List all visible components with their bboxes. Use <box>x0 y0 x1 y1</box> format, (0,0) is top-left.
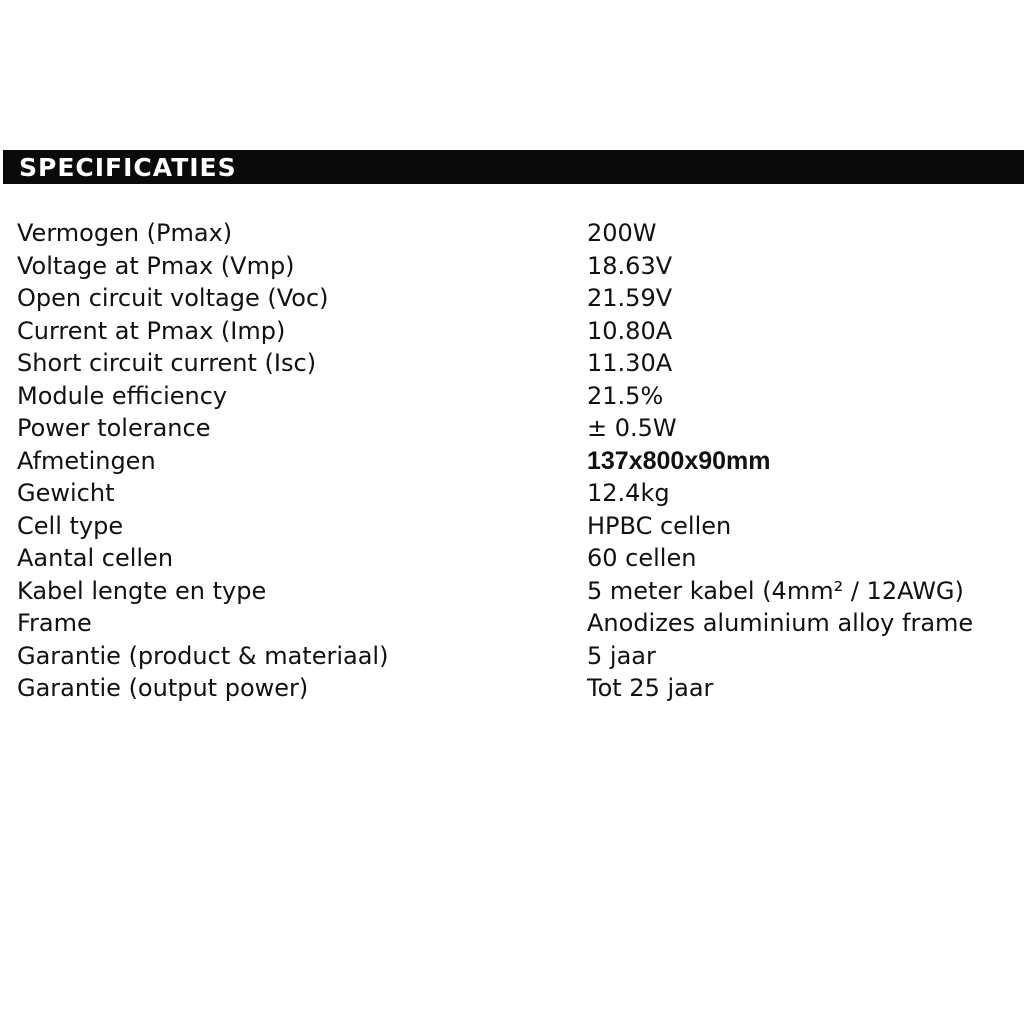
spec-value: 21.59V <box>587 284 673 312</box>
spec-row <box>17 640 1024 673</box>
spec-value: HPBC cellen <box>587 511 732 540</box>
spec-value: Anodizes aluminium alloy frame <box>587 609 974 637</box>
spec-label: Garantie (product & materiaal) <box>17 641 389 670</box>
spec-row <box>17 607 1024 640</box>
spec-label: Open circuit voltage (Voc) <box>17 284 329 312</box>
spec-value: Tot 25 jaar <box>587 674 714 702</box>
spec-label: Current at Pmax (Imp) <box>17 316 286 345</box>
spec-value: 12.4kg <box>587 479 670 507</box>
spec-label: Kabel lengte en type <box>17 576 267 605</box>
spec-value: 5 meter kabel (4mm² / 12AWG) <box>587 576 964 605</box>
spec-row <box>17 672 1024 705</box>
spec-row <box>17 510 1024 543</box>
spec-label: Module efficiency <box>17 381 228 410</box>
spec-label: Power tolerance <box>17 414 211 442</box>
spec-value: 137x800x90mm <box>587 446 771 475</box>
spec-label: Afmetingen <box>17 446 156 475</box>
spec-label: Cell type <box>17 511 124 540</box>
spec-value: 60 cellen <box>587 544 697 572</box>
spec-row <box>17 575 1024 608</box>
spec-value: 10.80A <box>587 316 673 345</box>
spec-row <box>17 380 1024 413</box>
spec-label: Frame <box>17 609 92 637</box>
section-header-bar <box>3 150 1024 184</box>
spec-value: 200W <box>587 219 657 247</box>
section-title: SPECIFICATIES <box>19 152 237 182</box>
spec-row <box>17 412 1024 445</box>
spec-value: 21.5% <box>587 381 664 410</box>
spec-row <box>17 347 1024 380</box>
spec-row <box>17 250 1024 283</box>
spec-value: 5 jaar <box>587 641 656 670</box>
spec-label: Gewicht <box>17 479 115 507</box>
spec-row <box>17 542 1024 575</box>
spec-value: ± 0.5W <box>587 414 677 442</box>
spec-row <box>17 445 1024 478</box>
spec-row <box>17 217 1024 250</box>
spec-row <box>17 477 1024 510</box>
spec-label: Aantal cellen <box>17 544 174 572</box>
spec-label: Garantie (output power) <box>17 674 309 702</box>
spec-row <box>17 315 1024 348</box>
spec-label: Short circuit current (Isc) <box>17 349 317 377</box>
spec-label: Voltage at Pmax (Vmp) <box>17 251 295 280</box>
spec-row <box>17 282 1024 315</box>
spec-value: 11.30A <box>587 349 673 377</box>
spec-value: 18.63V <box>587 251 673 280</box>
spec-label: Vermogen (Pmax) <box>17 219 233 247</box>
spec-table <box>17 217 1024 705</box>
